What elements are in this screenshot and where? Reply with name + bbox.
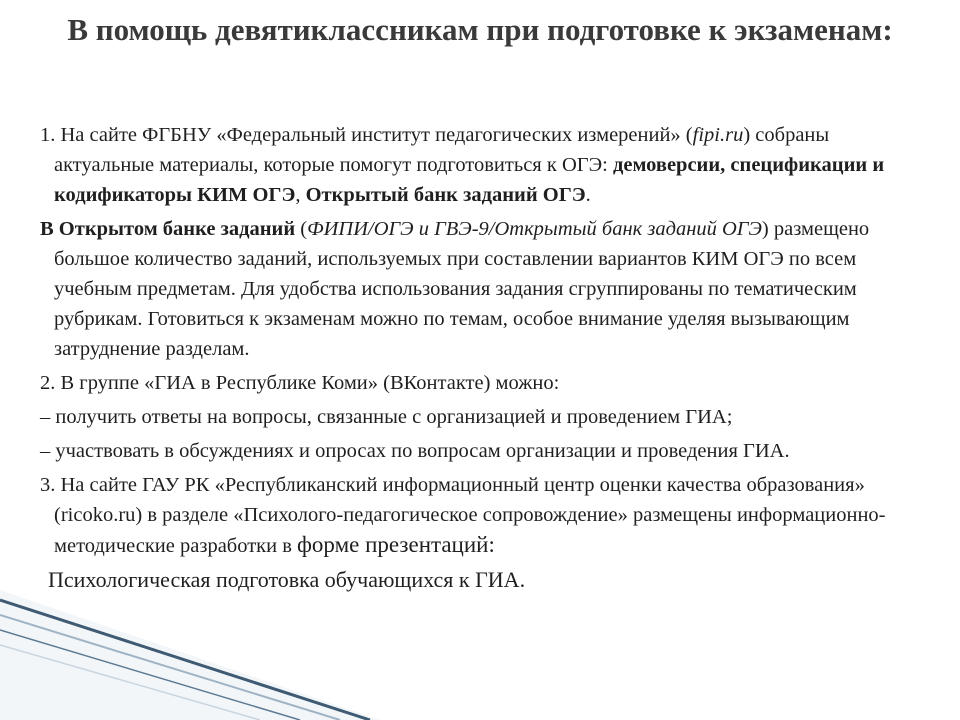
text-fragment: 3. На сайте ГАУ РК «Республиканский информационный центр оценки качества образования» (ricoko.ru) в разделе «Психолого-педагогическое сопровождение» размещены информационно-методические разработки в bbox=[40, 474, 886, 557]
bold-text: демоверсии, спецификации и кодификаторы КИМ ОГЭ bbox=[54, 154, 885, 206]
presentation-title: Психологическая подготовка обучающихся к ГИА. bbox=[48, 567, 526, 592]
italic-path: ФИПИ/ОГЭ и ГВЭ-9/Открытый банк заданий ОГЭ bbox=[307, 218, 762, 240]
text-fragment: ) размещено большое количество заданий, используемых при составлении вариантов КИМ ОГЭ по всем учебным предметам. Для удобства использования задания сгруппированы по тематическим рубрикам. Готовиться к экзаменам можно по темам, особое внимание уделяя вызывающим затруднение разделам. bbox=[54, 218, 870, 360]
paragraph-vk-group: 2. В группе «ГИА в Республике Коми» (ВКонтакте) можно: bbox=[40, 372, 560, 394]
text-fragment: , bbox=[295, 184, 306, 206]
decorative-stripes bbox=[0, 560, 380, 720]
paragraph-open-bank bbox=[40, 214, 930, 364]
site-link-fipi: fipi.ru bbox=[692, 124, 744, 146]
paragraph-fipi bbox=[40, 120, 930, 210]
bullet-item: – получить ответы на вопросы, связанные с организацией и проведением ГИА; bbox=[40, 406, 733, 428]
text-fragment: ) собраны актуальные материалы, которые помогут подготовиться к ОГЭ: bbox=[54, 124, 830, 176]
text-fragment: форме презентаций: bbox=[297, 532, 495, 557]
bold-text: В Открытом банке заданий bbox=[40, 218, 296, 240]
slide-title: В помощь девятиклассникам при подготовке к экзаменам: bbox=[67, 12, 893, 47]
bold-text: Открытый банк заданий ОГЭ bbox=[305, 184, 586, 206]
text-fragment: 1. На сайте ФГБНУ «Федеральный институт педагогических измерений» ( bbox=[40, 124, 693, 146]
text-fragment: ( bbox=[295, 218, 308, 240]
text-fragment: . bbox=[585, 184, 591, 206]
bullet-item: – участвовать в обсуждениях и опросах по вопросам организации и проведения ГИА. bbox=[40, 440, 790, 462]
paragraph-ricoko bbox=[40, 470, 930, 561]
slide-body bbox=[40, 120, 930, 599]
